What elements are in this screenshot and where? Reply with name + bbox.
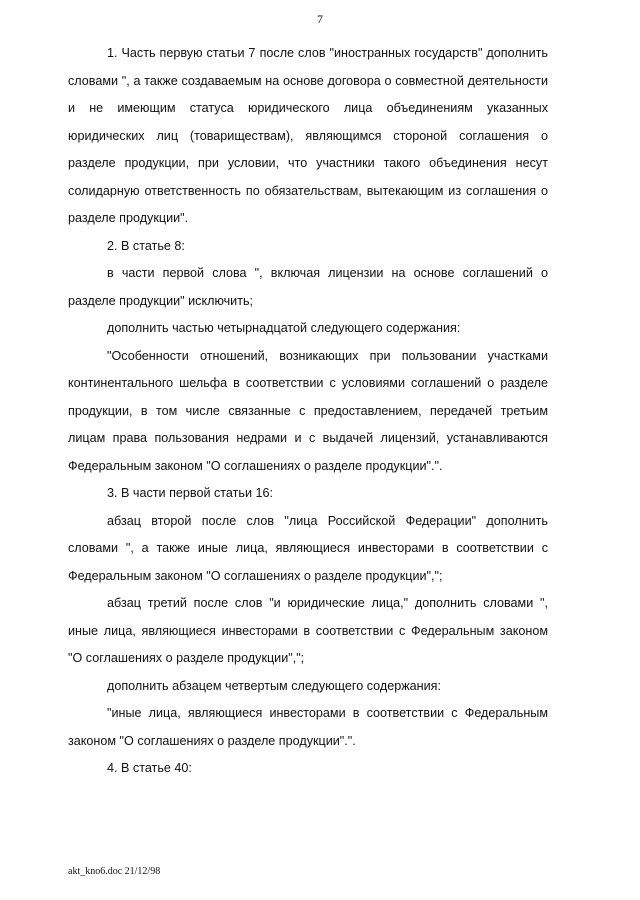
document-body: [68, 40, 548, 783]
paragraph-item-3-part3: дополнить абзацем четвертым следующего содержания:: [107, 678, 441, 693]
paragraph-item-2-heading: 2. В статье 8:: [107, 238, 185, 253]
paragraph-item-2-part1: в части первой слова ", включая лицензии на основе соглашений о разделе продукции" исключить;: [68, 266, 548, 308]
paragraph-item-1: 1. Часть первую статьи 7 после слов "иностранных государств" дополнить словами ", а также создаваемым на основе договора о совместной деятельности и не имеющим статуса юридического лица объединениям указанных юридических лиц (товариществам), являющимся стороной соглашения о разделе продукции, при условии, что участники такого объединения несут солидарную ответственность по обязательствам, вытекающим из соглашения о разделе продукции".: [68, 46, 548, 225]
paragraph-item-3-quote: "иные лица, являющиеся инвесторами в соответствии с Федеральным законом "О соглашениях о разделе продукции".".: [68, 706, 548, 748]
paragraph-item-3-part2: абзац третий после слов "и юридические лица," дополнить словами ", иные лица, являющиеся инвесторами в соответствии с Федеральным законом "О соглашениях о разделе продукции",";: [68, 596, 548, 665]
paragraph-item-2-part2: дополнить частью четырнадцатой следующего содержания:: [107, 321, 461, 335]
page-number: 7: [317, 12, 323, 26]
paragraph-item-4-heading: 4. В статье 40:: [107, 761, 192, 775]
paragraph-item-3-heading: 3. В части первой статьи 16:: [107, 486, 273, 500]
footer-file-label: akt_kno6.doc 21/12/98: [68, 866, 161, 877]
paragraph-item-3-part1: абзац второй после слов "лица Российской Федерации" дополнить словами ", а также иные лица, являющиеся инвесторами в соответствии с Федеральным законом "О соглашениях о разделе продукции",";: [68, 513, 548, 583]
paragraph-item-2-quote: "Особенности отношений, возникающих при пользовании участками континентального шельфа в соответствии с условиями соглашений о разделе продукции, в том числе связанные с предоставлением, передачей третьим лицам права пользования недрами и с выдачей лицензий, устанавливаются Федеральным законом "О соглашениях о разделе продукции".".: [68, 348, 548, 473]
